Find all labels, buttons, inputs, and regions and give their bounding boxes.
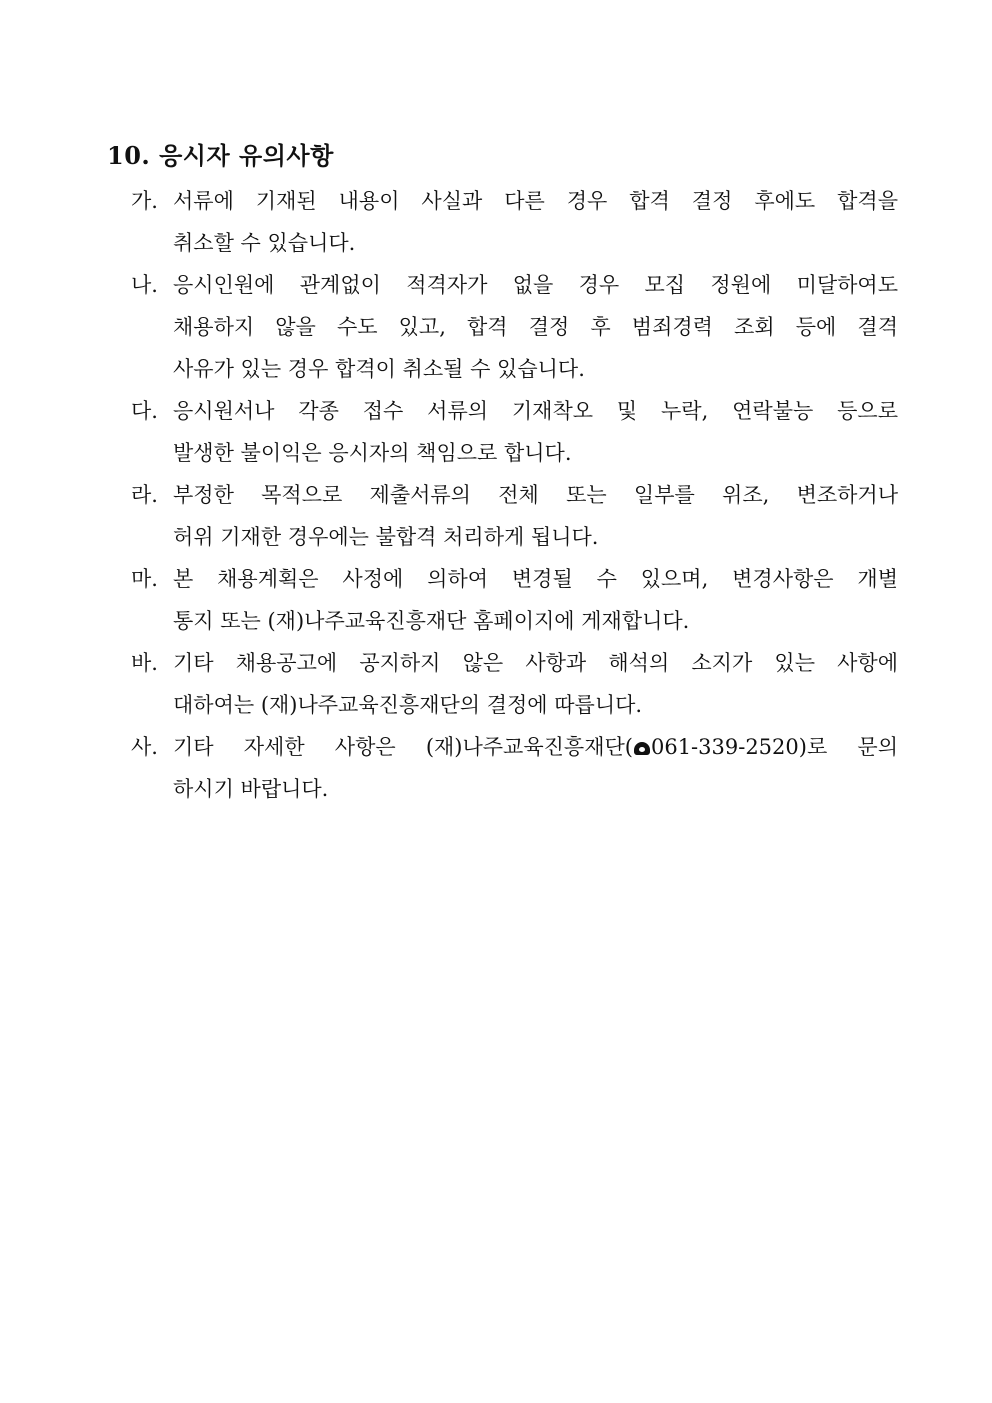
- item-line: 허위 기재한 경우에는 불합격 처리하게 됩니다.: [173, 525, 599, 549]
- item-marker: 라.: [131, 483, 158, 507]
- item-line: 부정한 목적으로 제출서류의 전체 또는 일부를 위조, 변조하거나: [173, 483, 898, 507]
- item-line: 대하여는 (재)나주교육진흥재단의 결정에 따릅니다.: [173, 693, 643, 717]
- item-line: 기타 채용공고에 공지하지 않은 사항과 해석의 소지가 있는 사항에: [173, 651, 898, 675]
- item-text: [173, 642, 898, 726]
- list-item: [131, 642, 898, 726]
- list-item: [131, 390, 898, 474]
- list-item: [131, 474, 898, 558]
- list-item: [131, 558, 898, 642]
- item-line: 취소할 수 있습니다.: [173, 231, 356, 255]
- item-marker: 마.: [131, 567, 158, 591]
- item-marker: 사.: [131, 735, 158, 759]
- notice-list: [131, 180, 898, 810]
- item-text: [173, 264, 898, 390]
- item-text: [173, 558, 898, 642]
- telephone-icon: [634, 742, 650, 755]
- item-marker: 나.: [131, 273, 158, 297]
- item-line: 사유가 있는 경우 합격이 취소될 수 있습니다.: [173, 357, 585, 381]
- item-line: 응시원서나 각종 접수 서류의 기재착오 및 누락, 연락불능 등으로: [173, 399, 898, 423]
- item-line-with-phone: [173, 726, 898, 768]
- item-line: 채용하지 않을 수도 있고, 합격 결정 후 범죄경력 조회 등에 결격: [173, 315, 898, 339]
- item-text: [173, 474, 898, 558]
- list-item: [131, 264, 898, 390]
- list-item: [131, 180, 898, 264]
- item-line: 응시인원에 관계없이 적격자가 없을 경우 모집 정원에 미달하여도: [173, 273, 898, 297]
- contact-text: 기타 자세한 사항은 (재)나주교육진흥재단(: [173, 735, 633, 759]
- item-marker: 바.: [131, 651, 158, 675]
- item-line: 발생한 불이익은 응시자의 책임으로 합니다.: [173, 441, 572, 465]
- phone-number-text: 061-339-2520)로 문의: [650, 735, 898, 759]
- item-line: 본 채용계획은 사정에 의하여 변경될 수 있으며, 변경사항은 개별: [173, 567, 898, 591]
- item-text: [173, 726, 898, 810]
- item-marker: 가.: [131, 189, 158, 213]
- item-marker: 다.: [131, 399, 158, 423]
- item-line: 하시기 바랍니다.: [173, 777, 329, 801]
- section-title: 10. 응시자 유의사항: [107, 141, 334, 170]
- list-item: [131, 726, 898, 810]
- item-line: 서류에 기재된 내용이 사실과 다른 경우 합격 결정 후에도 합격을: [173, 189, 898, 213]
- item-text: [173, 180, 898, 264]
- item-line: 통지 또는 (재)나주교육진흥재단 홈페이지에 게재합니다.: [173, 609, 690, 633]
- item-text: [173, 390, 898, 474]
